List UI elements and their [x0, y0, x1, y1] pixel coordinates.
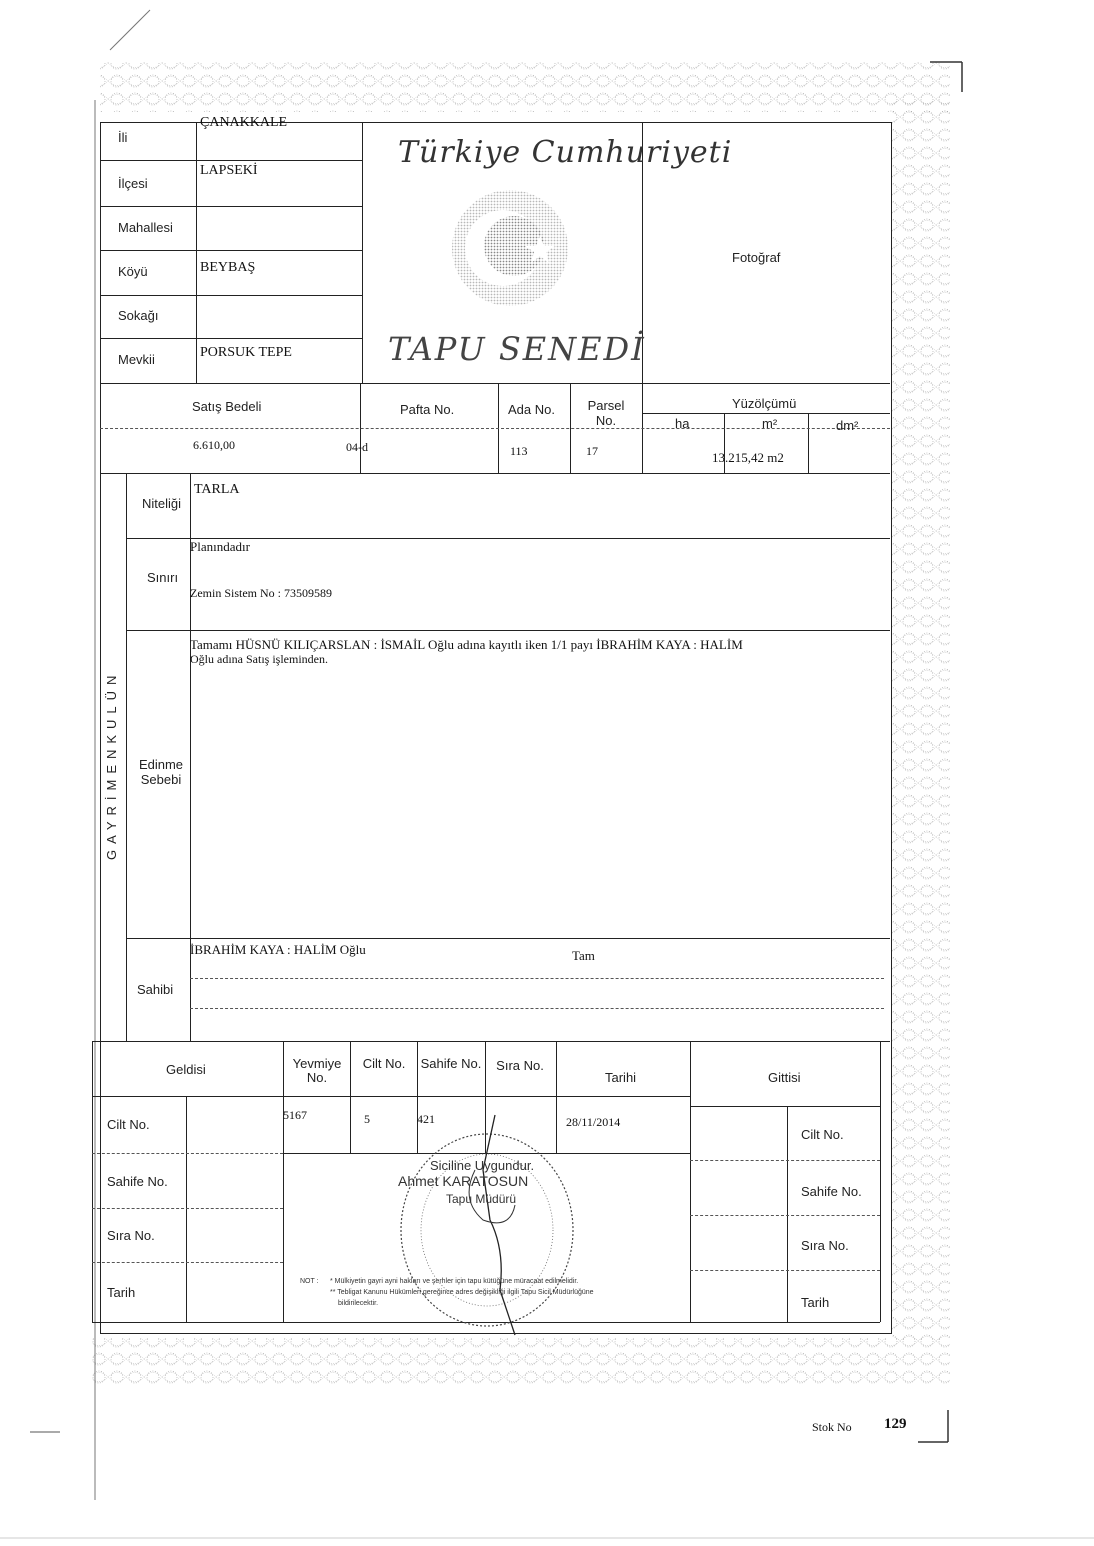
mevki-label: Mevkii — [118, 352, 155, 367]
ada-value: 113 — [510, 444, 528, 458]
ha-label: ha — [675, 416, 690, 431]
siniri-line2: Zemin Sistem No : 73509589 — [190, 586, 332, 600]
mahalle-label: Mahallesi — [118, 220, 173, 235]
mevki-value: PORSUK TEPE — [200, 345, 292, 360]
tarih-value: 28/11/2014 — [566, 1115, 621, 1129]
left-row-sira: Sıra No. — [107, 1228, 155, 1243]
header-title: Türkiye Cumhuriyeti — [398, 135, 733, 170]
niteligi-value: TARLA — [194, 482, 240, 497]
right-row-sira: Sıra No. — [801, 1238, 849, 1253]
m2-label: m² — [762, 416, 778, 431]
ilce-value: LAPSEKİ — [200, 163, 258, 178]
siniri-line1: Planındadır — [190, 539, 250, 554]
note-line2: ** Tebligat Kanunu Hükümleri gereğince adres değişikliği ilgili Tapu Sicil Müdürlüğüne — [330, 1289, 594, 1296]
satis-value: 6.610,00 — [193, 438, 235, 452]
left-row-cilt: Cilt No. — [107, 1117, 150, 1132]
cilt-value: 5 — [364, 1112, 370, 1126]
gittisi-label: Gittisi — [768, 1070, 801, 1085]
sahibi-value: İBRAHİM KAYA : HALİM Oğlu — [190, 942, 366, 957]
ilce-label: İlçesi — [118, 176, 148, 191]
koy-label: Köyü — [118, 264, 148, 279]
stamp-line1: Siciline Uygundur. — [430, 1158, 535, 1173]
stok-label: Stok No — [812, 1420, 852, 1434]
document-title: TAPU SENEDİ — [388, 330, 646, 368]
sahife-label: Sahife No. — [420, 1056, 482, 1071]
gayrimenkul-side-label: GAYRİMENKULÜN — [104, 669, 119, 860]
stamp-line3: Tapu Müdürü — [446, 1192, 517, 1206]
il-label: İli — [118, 130, 128, 145]
parsel-value: 17 — [586, 444, 598, 458]
sira-label: Sıra No. — [496, 1058, 544, 1073]
official-seal-stamp-icon — [395, 1110, 585, 1340]
area-value: 13.215,42 m2 — [712, 450, 784, 465]
sokak-label: Sokağı — [118, 308, 159, 323]
geldisi-label: Geldisi — [166, 1062, 206, 1077]
sahibi-label: Sahibi — [137, 982, 174, 997]
satis-label: Satış Bedeli — [192, 399, 262, 414]
edinme-line1: Tamamı HÜSNÜ KILIÇARSLAN : İSMAİL Oğlu adına kayıtlı iken 1/1 payı İBRAHİM KAYA : HALİM — [190, 637, 743, 652]
edinme-label-line2: Sebebi — [140, 772, 182, 787]
dm2-label: dm² — [836, 418, 859, 433]
note-prefix: NOT : — [300, 1278, 319, 1285]
niteligi-label: Niteliği — [142, 496, 182, 511]
divider — [196, 122, 197, 384]
right-row-tarih: Tarih — [801, 1295, 830, 1310]
right-row-sahife: Sahife No. — [801, 1184, 862, 1199]
yuzolcumu-label: Yüzölçümü — [732, 396, 797, 411]
edinme-line2: Oğlu adına Satış işleminden. — [190, 652, 328, 666]
pafta-label: Pafta No. — [400, 402, 455, 417]
tarihi-label: Tarihi — [605, 1070, 637, 1085]
note-line1: * Mülkiyetin gayri ayni hakları ve şerhler için tapu kütüğüne müracaat edilmelidir. — [330, 1278, 579, 1285]
yevmiye-value: 5167 — [283, 1108, 307, 1122]
il-value: ÇANAKKALE — [200, 115, 288, 130]
yevmiye-label: Yevmiye No. — [292, 1056, 342, 1085]
crescent-star-emblem-icon — [448, 188, 578, 308]
cilt-label: Cilt No. — [362, 1056, 406, 1071]
parsel-label: Parsel No. — [587, 398, 625, 428]
left-row-sahife: Sahife No. — [107, 1174, 168, 1189]
edinme-label — [134, 757, 188, 787]
koy-value: BEYBAŞ — [200, 260, 256, 275]
note-line3: bildirilecektir. — [338, 1300, 379, 1307]
sahibi-share: Tam — [572, 948, 595, 963]
divider — [362, 122, 363, 384]
ada-label: Ada No. — [508, 402, 555, 417]
stok-value: 129 — [884, 1416, 907, 1432]
edinme-label-line1: Edinme — [138, 757, 184, 772]
stamp-line2: Ahmet KARATOSUN — [398, 1173, 529, 1189]
pafta-value: 04-d — [346, 440, 368, 454]
sahife-value: 421 — [417, 1112, 435, 1126]
right-row-cilt: Cilt No. — [801, 1127, 844, 1142]
left-row-tarih: Tarih — [107, 1285, 136, 1300]
siniri-label: Sınırı — [147, 570, 179, 585]
photo-label: Fotoğraf — [732, 250, 781, 265]
